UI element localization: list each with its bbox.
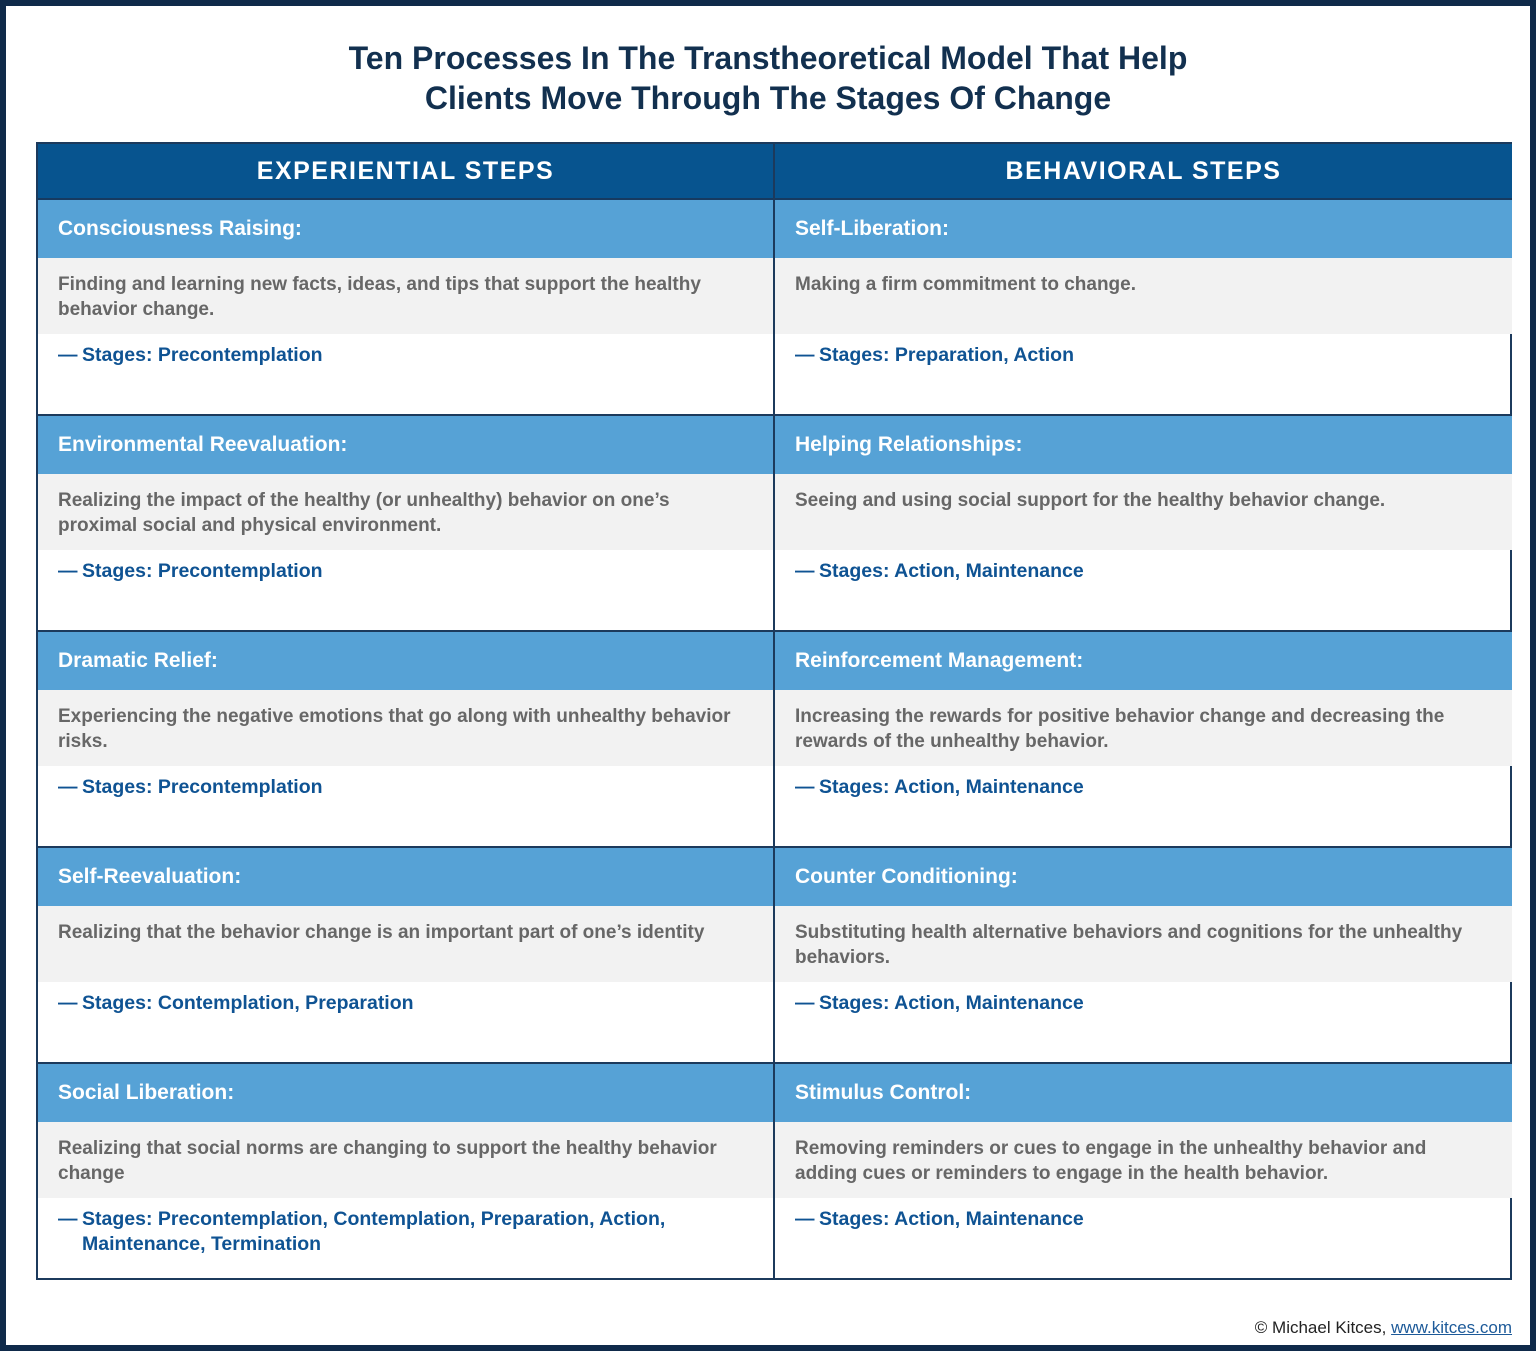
process-block bbox=[38, 200, 773, 416]
dash-icon: — bbox=[58, 344, 78, 366]
column-header: BEHAVIORAL STEPS bbox=[775, 144, 1512, 200]
column-behavioral bbox=[775, 144, 1512, 1278]
process-block bbox=[38, 848, 773, 1064]
process-stages: — Stages: Contemplation, Preparation bbox=[58, 992, 414, 1014]
process-description: Substituting health alternative behaviors and cognitions for the unhealthy behaviors. bbox=[775, 906, 1512, 982]
process-name: Dramatic Relief: bbox=[38, 632, 773, 690]
title-line-1: Ten Processes In The Transtheoretical Model That Help bbox=[348, 40, 1188, 76]
credit-text: © Michael Kitces, bbox=[1254, 1318, 1392, 1337]
process-stages: — Stages: Preparation, Action bbox=[795, 344, 1074, 366]
process-name: Counter Conditioning: bbox=[775, 848, 1512, 906]
dash-icon: — bbox=[58, 992, 78, 1014]
process-block bbox=[38, 416, 773, 632]
process-stages: — Stages: Precontemplation, Contemplation, Preparation, Action, Maintenance, Termination bbox=[58, 1208, 666, 1255]
process-stages: — Stages: Action, Maintenance bbox=[795, 992, 1084, 1014]
process-description: Realizing the impact of the healthy (or unhealthy) behavior on one’s proximal social and physical environment. bbox=[38, 474, 773, 550]
process-description: Making a firm commitment to change. bbox=[775, 258, 1512, 334]
process-description: Seeing and using social support for the healthy behavior change. bbox=[775, 474, 1512, 550]
process-stages: — Stages: Action, Maintenance bbox=[795, 560, 1084, 582]
process-description: Realizing that social norms are changing to support the healthy behavior change bbox=[38, 1122, 773, 1198]
kitces-link[interactable]: www.kitces.com bbox=[1391, 1318, 1512, 1337]
process-stages: — Stages: Action, Maintenance bbox=[795, 1208, 1084, 1230]
column-header: EXPERIENTIAL STEPS bbox=[38, 144, 773, 200]
process-name: Environmental Reevaluation: bbox=[38, 416, 773, 474]
process-stages: — Stages: Precontemplation bbox=[58, 560, 323, 582]
dash-icon: — bbox=[795, 776, 815, 798]
column-experiential bbox=[38, 144, 775, 1278]
process-name: Helping Relationships: bbox=[775, 416, 1512, 474]
process-block bbox=[775, 200, 1512, 416]
process-description: Experiencing the negative emotions that go along with unhealthy behavior risks. bbox=[38, 690, 773, 766]
dash-icon: — bbox=[795, 1208, 815, 1230]
process-table bbox=[36, 142, 1512, 1280]
process-block bbox=[775, 632, 1512, 848]
process-name: Self-Reevaluation: bbox=[38, 848, 773, 906]
process-block bbox=[38, 632, 773, 848]
process-block bbox=[775, 1064, 1512, 1278]
process-name: Self-Liberation: bbox=[775, 200, 1512, 258]
process-description: Removing reminders or cues to engage in the unhealthy behavior and adding cues or reminders to engage in the health behavior. bbox=[775, 1122, 1512, 1198]
credit-line bbox=[1255, 1318, 1512, 1338]
dash-icon: — bbox=[795, 344, 815, 366]
dash-icon: — bbox=[58, 1208, 78, 1230]
process-description: Finding and learning new facts, ideas, and tips that support the healthy behavior change. bbox=[38, 258, 773, 334]
dash-icon: — bbox=[795, 992, 815, 1014]
page-title bbox=[6, 38, 1530, 118]
dash-icon: — bbox=[58, 776, 78, 798]
process-block bbox=[775, 416, 1512, 632]
process-name: Social Liberation: bbox=[38, 1064, 773, 1122]
process-name: Consciousness Raising: bbox=[38, 200, 773, 258]
process-block bbox=[775, 848, 1512, 1064]
process-stages: — Stages: Precontemplation bbox=[58, 776, 323, 798]
dash-icon: — bbox=[795, 560, 815, 582]
process-name: Reinforcement Management: bbox=[775, 632, 1512, 690]
dash-icon: — bbox=[58, 560, 78, 582]
process-stages: — Stages: Precontemplation bbox=[58, 344, 323, 366]
process-stages: — Stages: Action, Maintenance bbox=[795, 776, 1084, 798]
process-description: Increasing the rewards for positive behavior change and decreasing the rewards of the unhealthy behavior. bbox=[775, 690, 1512, 766]
process-block bbox=[38, 1064, 773, 1278]
process-name: Stimulus Control: bbox=[775, 1064, 1512, 1122]
title-line-2: Clients Move Through The Stages Of Change bbox=[424, 80, 1112, 116]
process-description: Realizing that the behavior change is an important part of one’s identity bbox=[38, 906, 773, 982]
